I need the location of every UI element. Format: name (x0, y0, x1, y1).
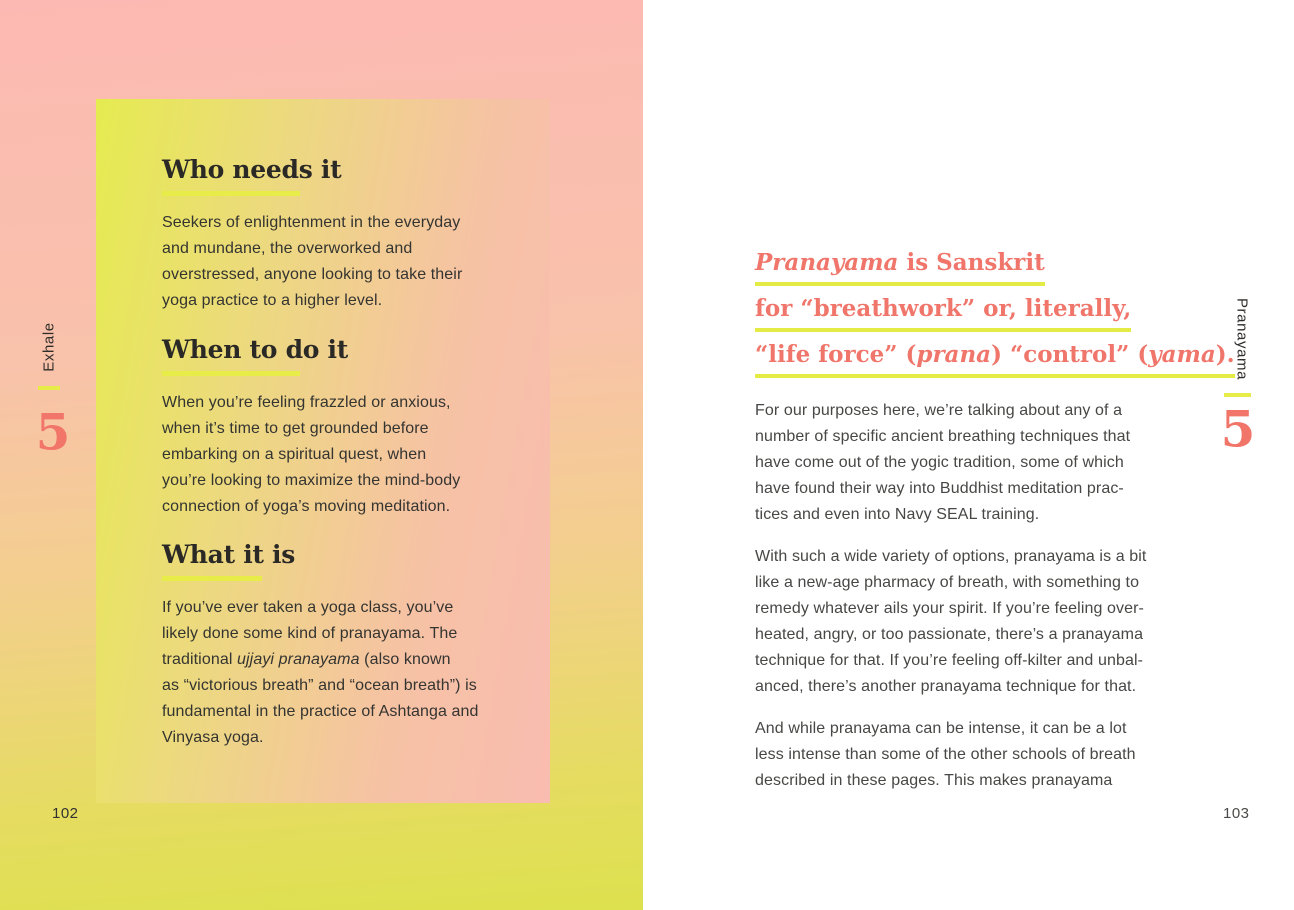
page-number-right: 103 (1223, 805, 1250, 822)
section-heading: When to do it (162, 335, 348, 364)
section-what-it-is (162, 539, 550, 751)
section-body: Seekers of enlightenment in the everyday and mundane, the overworked and overstressed, anyone looking to take their yoga practice to a higher level. (162, 214, 463, 309)
right-page (643, 0, 1294, 910)
chapter-number: 5 (35, 402, 71, 462)
heading-underline (162, 371, 300, 376)
pranayama-intro-heading (755, 248, 1235, 386)
section-heading: What it is (162, 540, 296, 569)
section-who-needs-it (162, 154, 550, 314)
heading-underline (162, 191, 300, 196)
section-body: If you’ve ever taken a yoga class, you’ve likely done some kind of pranayama. The traditional ujjayi pranayama (also known as “victorious breath” and “ocean breath”) is fundamental in the practice of Ashtanga and Vinyasa yoga. (162, 599, 479, 746)
heading-underline (162, 576, 262, 581)
body-paragraph: And while pranayama can be intense, it can be a lot less intense than some of the other schools of breath described in these pages. This makes pranayama (755, 720, 1136, 789)
body-text-column (755, 398, 1195, 810)
page-number-left: 102 (52, 805, 79, 822)
section-body: When you’re feeling frazzled or anxious, when it’s time to get grounded before embarking on a spiritual quest, when you’re looking to maximize the mind-body connection of yoga’s moving meditation. (162, 394, 461, 515)
heading-line: “life force” (prana) “control” (yama). (755, 340, 1235, 378)
heading-line: Pranayama is Sanskrit (755, 248, 1045, 286)
chapter-label-pranayama: Pranayama (1233, 297, 1251, 381)
section-when-to-do-it (162, 334, 550, 520)
left-content-panel (96, 99, 550, 803)
chapter-label-exhale: Exhale (40, 322, 58, 372)
chapter-number: 5 (1220, 399, 1256, 459)
chapter-dash (1224, 393, 1251, 397)
chapter-dash (38, 386, 60, 390)
body-paragraph: With such a wide variety of options, pranayama is a bit like a new-age pharmacy of breath, with something to remedy whatever ails your spirit. If you’re feeling over- heated, angry, or too passionate, there’s a pranayama technique for that. If you’re feeling off-kilter and unbal- anced, there’s another pranayama technique for that. (755, 548, 1147, 695)
section-heading: Who needs it (162, 155, 342, 184)
left-page (0, 0, 643, 910)
heading-line: for “breathwork” or, literally, (755, 294, 1131, 332)
body-paragraph: For our purposes here, we’re talking about any of a number of specific ancient breathing techniques that have come out of the yogic tradition, some of which have found their way into Buddhist meditation prac- tices and even into Navy SEAL training. (755, 402, 1131, 523)
